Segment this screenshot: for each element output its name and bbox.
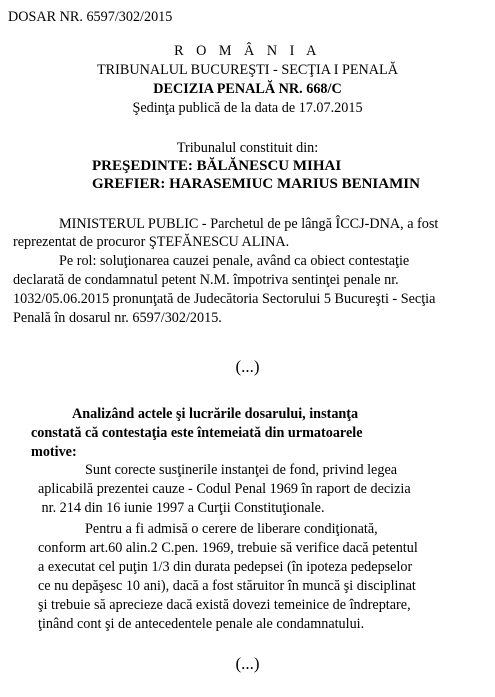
paragraph-line: ce nu depăşesc 10 ani), dacă a fost stăruitor în muncă şi disciplinat [38, 578, 416, 594]
role-line: 1032/05.06.2015 pronunţată de Judecătoria Sectorului 5 Bucureşti - Secţia [13, 291, 436, 307]
omission-marker: (...) [235, 357, 260, 376]
role-line: declarată de condamnatul petent N.M. împotriva sentinţei penale nr. [13, 272, 399, 288]
paragraph-line: şi trebuie să aprecieze dacă există dovezi temeinice de îndreptare, [38, 597, 411, 613]
analysis-line: constată că contestaţia este întemeiată din urmatoarele [31, 425, 363, 441]
session-date: Şedinţa publică de la data de 17.07.2015 [132, 100, 363, 116]
country-heading: R O M Â N I A [174, 43, 321, 59]
court-heading: TRIBUNALUL BUCUREŞTI - SECŢIA I PENALĂ [97, 62, 398, 78]
paragraph-line: ţinând cont şi de antecedentele penale ale condamnatului. [38, 616, 365, 632]
paragraph-line: conform art.60 alin.2 C.pen. 1969, trebuie să verifice dacă petentul [38, 540, 418, 556]
paragraph-line: Sunt corecte susţinerile instanţei de fond, privind legea [85, 462, 398, 478]
role-line: Penală în dosarul nr. 6597/302/2015. [13, 310, 222, 326]
case-number: DOSAR NR. 6597/302/2015 [8, 9, 173, 25]
omission-marker: (...) [235, 654, 260, 673]
role-line: Pe rol: soluţionarea cauzei penale, având ca obiect contestaţie [59, 253, 410, 269]
ministry-line: reprezentat de procuror ŞTEFĂNESCU ALINA. [13, 234, 290, 250]
paragraph-line: a executat cel puţin 1/3 din durata pedepsei (în ipoteza pedepselor [38, 559, 413, 575]
paragraph-line: Pentru a fi admisă o cerere de liberare condiţionată, [85, 521, 378, 537]
paragraph-line: aplicabilă prezentei cauze - Codul Penal 1969 în raport de decizia [38, 481, 411, 497]
analysis-line: Analizând actele şi lucrările dosarului, instanţa [72, 406, 359, 422]
clerk-line: GREFIER: HARASEMIUC MARIUS BENIAMIN [92, 176, 420, 192]
ministry-line: MINISTERUL PUBLIC - Parchetul de pe lângă ÎCCJ-DNA, a fost [59, 216, 439, 232]
composition-intro: Tribunalul constituit din: [176, 140, 319, 156]
paragraph-line: nr. 214 din 16 iunie 1997 a Curţii Constituţionale. [38, 500, 325, 516]
analysis-line: motive: [31, 444, 77, 460]
decision-title: DECIZIA PENALĂ NR. 668/C [153, 81, 342, 97]
president-line: PREŞEDINTE: BĂLĂNESCU MIHAI [92, 158, 342, 174]
